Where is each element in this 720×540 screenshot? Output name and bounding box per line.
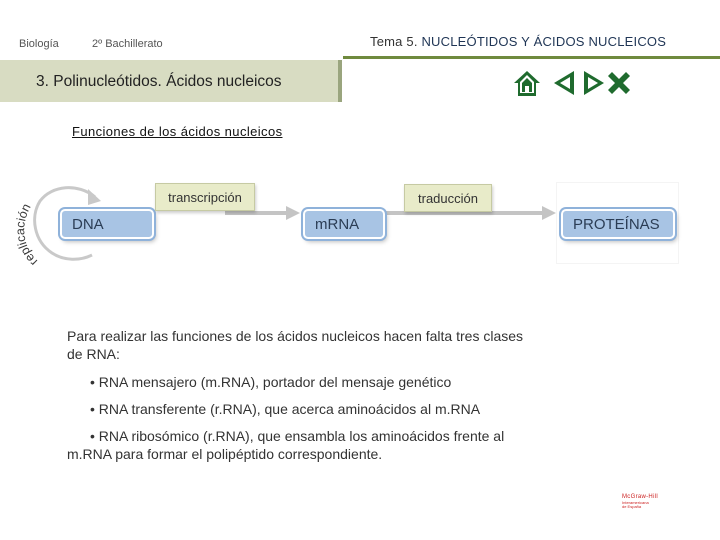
topic-title: [370, 34, 666, 49]
central-dogma-diagram: [0, 175, 720, 285]
topic-prefix: Tema 5.: [370, 34, 418, 49]
intro-paragraph: [67, 327, 577, 363]
dna-label: DNA: [72, 215, 104, 233]
bullet-trna: • RNA transferente (r.RNA), que acerca aminoácidos al m.RNA: [90, 401, 481, 417]
section-bar-edge: [338, 60, 342, 102]
translation-label: traducción: [418, 190, 478, 206]
header-bar: [0, 0, 720, 60]
replication-arrowhead: [88, 189, 101, 205]
close-button[interactable]: [604, 68, 634, 98]
header-rule: [343, 56, 720, 59]
replication-label-text: replicación: [13, 201, 41, 269]
home-button[interactable]: [512, 68, 542, 98]
proteins-label: PROTEÍNAS: [573, 215, 660, 233]
previous-button[interactable]: [550, 68, 580, 98]
intro-line-2: de RNA:: [67, 346, 120, 362]
bullet-rrna: [67, 427, 547, 463]
triangle-left-icon: [550, 68, 580, 98]
intro-line-1: Para realizar las funciones de los ácidos nucleicos hacen falta tres clases: [67, 328, 524, 344]
bullet-rrna-line-2: m.RNA para formar el polipéptido correspondiente.: [67, 446, 383, 462]
transcription-label-box: [155, 183, 255, 211]
bullet-rrna-line-1: • RNA ribosómico (r.RNA), que ensambla los aminoácidos frente al: [90, 428, 505, 444]
section-title-bar: [0, 60, 342, 102]
bullet-mrna: • RNA mensajero (m.RNA), portador del mensaje genético: [90, 374, 452, 390]
translation-label-box: [404, 184, 492, 212]
logo-line-1: McGraw-Hill: [622, 494, 658, 500]
logo-line-3: de España: [622, 504, 642, 509]
functions-subtitle: Funciones de los ácidos nucleicos: [72, 124, 283, 139]
dna-box: [60, 209, 154, 239]
proteins-box: [561, 209, 675, 239]
publisher-logo: [622, 494, 684, 510]
mrna-box: [303, 209, 385, 239]
transcription-label: transcripción: [168, 189, 242, 205]
home-icon: [512, 68, 542, 98]
section-title: 3. Polinucleótidos. Ácidos nucleicos: [36, 73, 282, 90]
translation-arrowhead: [542, 206, 556, 220]
close-x-icon: [604, 68, 634, 98]
course-label: 2º Bachillerato: [92, 38, 163, 50]
mrna-label: mRNA: [315, 215, 360, 233]
logo-line-2: Interamericana: [622, 500, 649, 505]
subject-label: Biología: [19, 38, 59, 50]
transcription-arrowhead: [286, 206, 300, 220]
topic-name: NUCLEÓTIDOS Y ÁCIDOS NUCLEICOS: [421, 34, 667, 49]
